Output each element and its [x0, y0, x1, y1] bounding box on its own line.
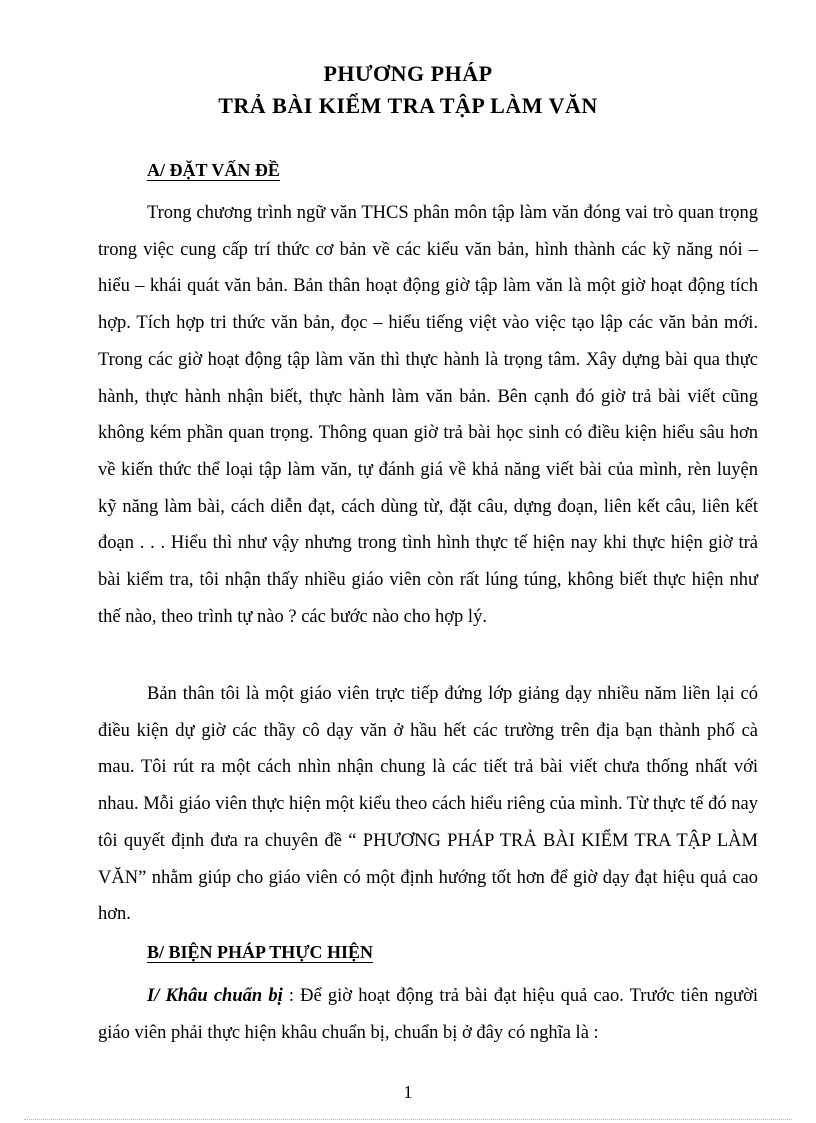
- preparation-subheading: I/ Khâu chuẩn bị: [147, 986, 283, 1006]
- document-title-line-2: TRẢ BÀI KIỂM TRA TẬP LÀM VĂN: [218, 93, 598, 118]
- section-b-paragraph-1: [98, 978, 758, 1051]
- section-a-paragraph-1: Trong chương trình ngữ văn THCS phân môn tập làm văn đóng vai trò quan trọng trong việc cung cấp trí thức cơ bản về các kiểu văn bản, hình thành các kỹ năng nói – hiểu – khái quát văn bản. Bản thân hoạt động giờ tập làm văn là một giờ hoạt động tích hợp. Tích hợp tri thức văn bản, đọc – hiểu tiếng việt vào việc tạo lập các văn bản mới. Trong các giờ hoạt động tập làm văn thì thực hành là trọng tâm. Xây dựng bài qua thực hành, thực hành nhận biết, thực hành làm văn bản. Bên cạnh đó giờ trả bài viết cũng không kém phần quan trọng. Thông quan giờ trả bài học sinh có điều kiện hiểu sâu hơn về kiến thức thể loại tập làm văn, tự đánh giá về khả năng viết bài của mình, rèn luyện kỹ năng làm bài, cách diễn đạt, cách dùng từ, đặt câu, dựng đoạn, liên kết câu, liên kết đoạn . . . Hiểu thì như vậy nhưng trong tình hình thực tế hiện nay khi thực hiện giờ trả bài kiểm tra, tôi nhận thấy nhiều giáo viên còn rất lúng túng, không biết thực hiện như thế nào, theo trình tự nào ? các bước nào cho hợp lý.: [98, 203, 758, 627]
- section-a-heading: A/ ĐẶT VẤN ĐỀ: [147, 160, 280, 180]
- footer-divider: [24, 1119, 792, 1120]
- page-number: 1: [403, 1082, 413, 1102]
- section-b-heading: B/ BIỆN PHÁP THỰC HIỆN: [147, 942, 374, 962]
- document-title-line-1: PHƯƠNG PHÁP: [323, 61, 493, 86]
- section-a-paragraph-2: Bản thân tôi là một giáo viên trực tiếp đứng lớp giảng dạy nhiều năm liền lại có điều kiện dự giờ các thầy cô dạy văn ở hầu hết các trường trên địa bạn thành phố cà mau. Tôi rút ra một cách nhìn nhận chung là các tiết trả bài viết chưa thống nhất với nhau. Mỗi giáo viên thực hiện một kiểu theo cách hiểu riêng của mình. Từ thực tế đó nay tôi quyết định đưa ra chuyên đề “ PHƯƠNG PHÁP TRẢ BÀI KIỂM TRA TẬP LÀM VĂN” nhằm giúp cho giáo viên có một định hướng tốt hơn để giờ dạy đạt hiệu quả cao hơn.: [98, 684, 758, 925]
- preparation-text: : Để giờ hoạt động trả bài đạt hiệu quả cao. Trước tiên người giáo viên phải thực hiện khâu chuẩn bị, chuẩn bị ở đây có nghĩa là :: [98, 986, 758, 1043]
